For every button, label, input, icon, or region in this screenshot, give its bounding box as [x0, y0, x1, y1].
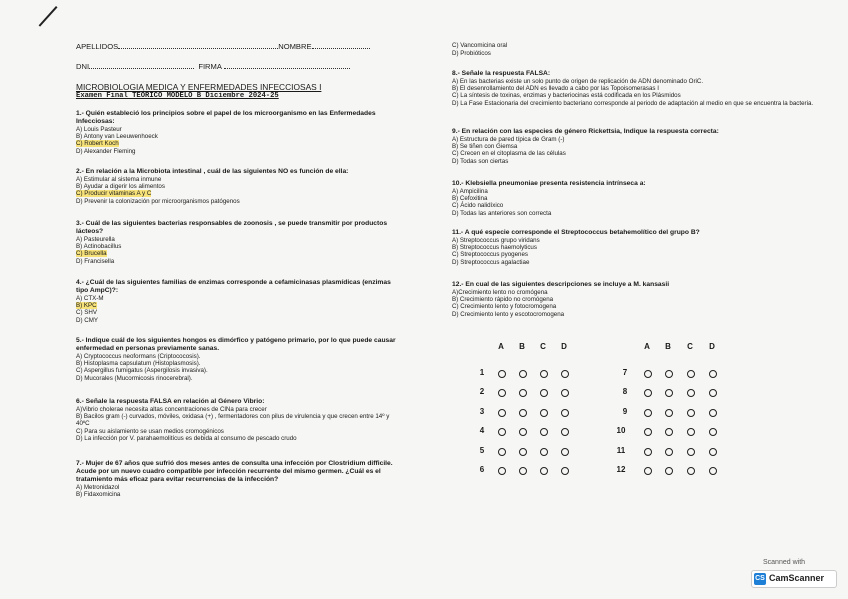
q1-option-b [76, 133, 158, 140]
option-text: C) Streptococcus pyogenes [452, 251, 529, 259]
q4-option-d [452, 259, 529, 266]
firma-label: FIRMA [198, 62, 222, 71]
grid-header-a: A [498, 342, 504, 351]
q5-stem: 5.- Indique cuál de los siguientes hongos es dimórfico y patógeno primario, por lo que puede causar enfermedad en personas previamente sanas. [76, 337, 396, 352]
answer-bubble-12-d[interactable] [709, 467, 717, 475]
apellidos-row [76, 42, 370, 51]
option-text: C) Para su aislamiento se usan medios cromogénicos [76, 427, 224, 435]
answer-bubble-6-a[interactable] [498, 467, 506, 475]
q2-option-a [76, 176, 161, 183]
answer-bubble-6-c[interactable] [540, 467, 548, 475]
q5-option-a [76, 353, 200, 360]
dni-field[interactable] [89, 68, 194, 69]
q1-option-d [76, 148, 136, 155]
q2-stem: 2.- En relación a la Microbiota intestinal , cuál de las siguientes NO es función de ella: [76, 168, 349, 175]
answer-bubble-10-c[interactable] [687, 428, 695, 436]
q7-option-c: C) Vancomicina oral [452, 42, 508, 49]
option-text: C) Crecen en el citoplasma de las células [452, 150, 566, 158]
grid-header-d: D [709, 342, 715, 351]
q5-option-b [76, 360, 200, 367]
answer-bubble-4-c[interactable] [540, 428, 548, 436]
apellidos-field[interactable] [118, 48, 278, 49]
answer-bubble-4-b[interactable] [519, 428, 527, 436]
answer-bubble-10-a[interactable] [644, 428, 652, 436]
grid-header-b: B [519, 342, 525, 351]
option-text: C) Brucella [76, 250, 107, 258]
grid-question-number: 3 [479, 407, 485, 416]
answer-bubble-9-b[interactable] [665, 409, 673, 417]
apellidos-label: APELLIDOS [76, 42, 119, 51]
grid-header-c: C [540, 342, 546, 351]
option-text: B) KPC [76, 302, 97, 310]
pen-mark [39, 6, 58, 27]
camscanner-box [751, 570, 837, 588]
q3-option-b [76, 243, 121, 250]
answer-bubble-3-a[interactable] [498, 409, 506, 417]
firma-field[interactable] [224, 68, 350, 69]
option-text: B) Bacilos gram (-) curvados, móviles, oxidasa (+) , fermentadores con pilus de virulencia y que crecen entre 14º y 40ºC [76, 413, 390, 428]
q3-option-a [452, 188, 488, 195]
answer-bubble-5-b[interactable] [519, 448, 527, 456]
answer-bubble-7-d[interactable] [709, 370, 717, 378]
dni-label: DNI [76, 62, 90, 71]
q3-option-d [452, 210, 551, 217]
answer-bubble-7-b[interactable] [665, 370, 673, 378]
nombre-field[interactable] [312, 48, 370, 49]
option-text: A) Streptococcus grupo viridans [452, 237, 540, 244]
option-text: D) Francisella [76, 257, 115, 265]
grid-question-number: 2 [479, 387, 485, 396]
exam-subtitle: Examen Final TEÓRICO MODELO B Diciembre 2024-25 [76, 92, 279, 100]
answer-bubble-12-c[interactable] [687, 467, 695, 475]
answer-bubble-11-a[interactable] [644, 448, 652, 456]
q5-stem: 12.- En cual de las siguientes descripciones se incluye a M. kansasii [452, 281, 670, 288]
answer-bubble-12-b[interactable] [665, 467, 673, 475]
answer-bubble-9-c[interactable] [687, 409, 695, 417]
answer-bubble-10-b[interactable] [665, 428, 673, 436]
q3-option-c [76, 250, 107, 257]
answer-bubble-11-b[interactable] [665, 448, 673, 456]
option-text: D) Prevenir la colonización por microorganismos patógenos [76, 197, 240, 205]
q1-option-b [452, 85, 659, 92]
answer-bubble-11-d[interactable] [709, 448, 717, 456]
option-text: D) Todas son ciertas [452, 157, 509, 165]
option-text: B) El desenrollamiento del ADN es llevado a cabo por las Topoisomerasas I [452, 85, 659, 93]
option-text: D) Todas las anteriores son correcta [452, 209, 552, 217]
answer-bubble-8-c[interactable] [687, 389, 695, 397]
camscanner-name: CamScanner [769, 573, 825, 583]
option-text: C) La síntesis de toxinas, enzimas y bacteriocinas está codificada en los Plásmidos [452, 92, 681, 100]
grid-header-a: A [644, 342, 650, 351]
q3-option-a [76, 236, 115, 243]
option-text: A) Louis Pasteur [76, 126, 122, 133]
answer-bubble-8-d[interactable] [709, 389, 717, 397]
dni-row [76, 62, 350, 71]
q7-option-b [76, 491, 120, 498]
option-text: A) Cryptococcus neoformans (Criptococosis). [76, 353, 201, 360]
q4-option-c [452, 251, 528, 258]
grid-question-number: 12 [616, 465, 626, 474]
grid-header-c: C [687, 342, 693, 351]
grid-question-number: 10 [616, 426, 626, 435]
option-text: C) Aspergillus fumigatus (Aspergilosis invasiva). [76, 367, 208, 375]
q5-option-c [76, 367, 208, 374]
grid-header-b: B [665, 342, 671, 351]
answer-bubble-4-a[interactable] [498, 428, 506, 436]
grid-question-number: 9 [622, 407, 628, 416]
answer-bubble-2-c[interactable] [540, 389, 548, 397]
q2-option-d [76, 198, 240, 205]
q1-stem: 8.- Señale la respuesta FALSA: [452, 70, 551, 77]
option-text: A) Ampicilina [452, 188, 488, 195]
answer-bubble-9-a[interactable] [644, 409, 652, 417]
answer-bubble-10-d[interactable] [709, 428, 717, 436]
answer-bubble-5-a[interactable] [498, 448, 506, 456]
answer-bubble-11-c[interactable] [687, 448, 695, 456]
answer-bubble-7-c[interactable] [687, 370, 695, 378]
camscanner-badge [751, 559, 835, 589]
answer-bubble-4-d[interactable] [561, 428, 569, 436]
answer-bubble-8-a[interactable] [644, 389, 652, 397]
answer-bubble-3-d[interactable] [561, 409, 569, 417]
q3-option-d [76, 258, 114, 265]
q1-option-c [76, 140, 119, 147]
q3-option-b [452, 195, 487, 202]
q1-option-a [76, 126, 122, 133]
grid-question-number: 8 [622, 387, 628, 396]
answer-bubble-5-d[interactable] [561, 448, 569, 456]
q2-option-b [452, 143, 517, 150]
q5-option-c [452, 303, 556, 310]
option-text: B) Cefoxitina [452, 195, 488, 203]
q6-option-c [76, 428, 224, 435]
option-text: A) Pasteurella [76, 236, 115, 243]
answer-bubble-1-b[interactable] [519, 370, 527, 378]
answer-bubble-1-a[interactable] [498, 370, 506, 378]
q5-option-d [452, 311, 564, 318]
option-text: A) En las bacterias existe un solo punto de origen de replicación de ADN denominado OriC. [452, 78, 704, 85]
option-text: B) Fidaxomicina [76, 491, 121, 499]
nombre-label: NOMBRE [278, 42, 312, 51]
grid-question-number: 7 [622, 368, 628, 377]
option-text: D) Crecimiento lento y escotocromogena [452, 310, 565, 318]
option-text: A) CTX-M [76, 295, 104, 302]
q6-option-d [76, 435, 297, 442]
q1-option-a [452, 78, 703, 85]
answer-bubble-6-b[interactable] [519, 467, 527, 475]
q2-option-c [76, 190, 151, 197]
answer-bubble-3-b[interactable] [519, 409, 527, 417]
q4-stem: 11.- A qué especie corresponde el Streptococcus betahemolítico del grupo B? [452, 229, 700, 236]
q6-option-a [76, 406, 267, 413]
answer-bubble-2-b[interactable] [519, 389, 527, 397]
option-text: C) SHV [76, 309, 97, 317]
answer-bubble-1-c[interactable] [540, 370, 548, 378]
grid-question-number: 6 [479, 465, 485, 474]
q2-option-a [452, 136, 564, 143]
q4-option-b [76, 302, 97, 309]
q7-stem: 7.- Mujer de 67 años que sufrió dos meses antes de consulta una infección por Clostridium difficile. Acude por un nuevo cuadro compatible por infección recurrente del mismo germen. ¿Cuál es el tratamiento más eficaz para evitar recurrencias de la infección? [76, 460, 393, 483]
grid-question-number: 5 [479, 446, 485, 455]
q7-option-a [76, 484, 119, 491]
q3-option-c [452, 202, 503, 209]
answer-bubble-12-a[interactable] [644, 467, 652, 475]
answer-bubble-2-a[interactable] [498, 389, 506, 397]
option-text: A) Estimular al sistema inmune [76, 176, 162, 183]
option-text: C) Crecimiento lento y fotocromogena [452, 303, 557, 311]
option-text: D) CMY [76, 316, 98, 324]
option-text: B) Se tiñen con Giemsa [452, 143, 518, 151]
option-text: C) Producir vitaminas A y C [76, 190, 152, 198]
q2-option-b [76, 183, 165, 190]
option-text: A) Estructura de pared típica de Gram (-) [452, 136, 565, 143]
q5-option-a [452, 289, 548, 296]
q4-option-b [452, 244, 537, 251]
answer-bubble-9-d[interactable] [709, 409, 717, 417]
option-text: B) Histoplasma capsulatum (Histoplasmosis). [76, 360, 201, 368]
q2-option-d [452, 158, 508, 165]
option-text: A)Vibrio cholerae necesita altas concentraciones de ClNa para crecer [76, 406, 267, 413]
option-text: D) Alexander Fleming [76, 147, 136, 155]
option-text: B) Crecimiento rápido no cromógena [452, 296, 554, 304]
q6-option-b [76, 413, 401, 427]
q4-option-c [76, 309, 97, 316]
answer-bubble-1-d[interactable] [561, 370, 569, 378]
camscanner-logo-icon: CS [754, 573, 766, 585]
q4-option-a [452, 237, 540, 244]
option-text: A) Metronidazol [76, 484, 120, 491]
q4-option-d [76, 317, 401, 324]
answer-bubble-7-a[interactable] [644, 370, 652, 378]
grid-question-number: 1 [479, 368, 485, 377]
q2-stem: 9.- En relación con las especies de género Rickettsia, Indique la respuesta correcta: [452, 128, 719, 135]
option-text: D) La infección por V. parahaemolitícus es debida al consumo de pescado crudo [76, 434, 297, 442]
q1-option-d [452, 100, 813, 107]
scanned-with-text: Scanned with [763, 559, 806, 566]
answer-bubble-8-b[interactable] [665, 389, 673, 397]
q4-stem: 4.- ¿Cuál de las siguientes familias de enzimas corresponde a cefamicinasas plasmídicas (enzimas tipo AmpC)?: [76, 279, 391, 294]
option-text: B) Actinobacillus [76, 243, 122, 251]
answer-bubble-2-d[interactable] [561, 389, 569, 397]
option-text: C) Robert Koch [76, 140, 119, 148]
option-text: D) La Fase Estacionaria del crecimiento bacteriano corresponde al periodo de adaptación al medio en que se encuentra la bacteria. [452, 99, 814, 107]
grid-question-number: 11 [616, 446, 626, 455]
grid-header-d: D [561, 342, 567, 351]
exam-title: MICROBIOLOGIA MEDICA Y ENFERMEDADES INFECCIOSAS I [76, 82, 322, 92]
option-text: B) Antony van Leeuwenhoeck [76, 133, 158, 141]
option-text: A)Crecimiento lento no cromógena [452, 289, 548, 296]
q7-option-d: D) Probióticos [452, 50, 491, 57]
option-text: B) Ayudar a digerir los alimentos [76, 183, 165, 191]
q5-option-d [76, 375, 193, 382]
answer-bubble-3-c[interactable] [540, 409, 548, 417]
q3-stem: 3.- Cuál de las siguientes bacterias responsables de zoonosis , se puede transmitir por productos lácteos? [76, 220, 388, 235]
grid-question-number: 4 [479, 426, 485, 435]
q4-option-a [76, 295, 104, 302]
option-text: D) Mucorales (Mucormicosis rinocerebral). [76, 374, 193, 382]
q1-stem: 1.- Quién estableció los principios sobre el papel de los microorganismo en las Enfermedades Infecciosas: [76, 110, 376, 125]
option-text: C) Ácido nalidíxico [452, 202, 504, 210]
q5-option-b [452, 296, 553, 303]
q6-stem: 6.- Señale la respuesta FALSA en relación al Género Vibrio: [76, 398, 265, 405]
q1-option-c [452, 92, 681, 99]
answer-bubble-5-c[interactable] [540, 448, 548, 456]
q3-stem: 10.- Klebsiella pneumoniae presenta resistencia intrínseca a: [452, 180, 646, 187]
option-text: B) Streptococcus haemolyticus [452, 244, 537, 252]
answer-bubble-6-d[interactable] [561, 467, 569, 475]
q2-option-c [452, 150, 566, 157]
option-text: D) Streptococcus agalactiae [452, 258, 530, 266]
